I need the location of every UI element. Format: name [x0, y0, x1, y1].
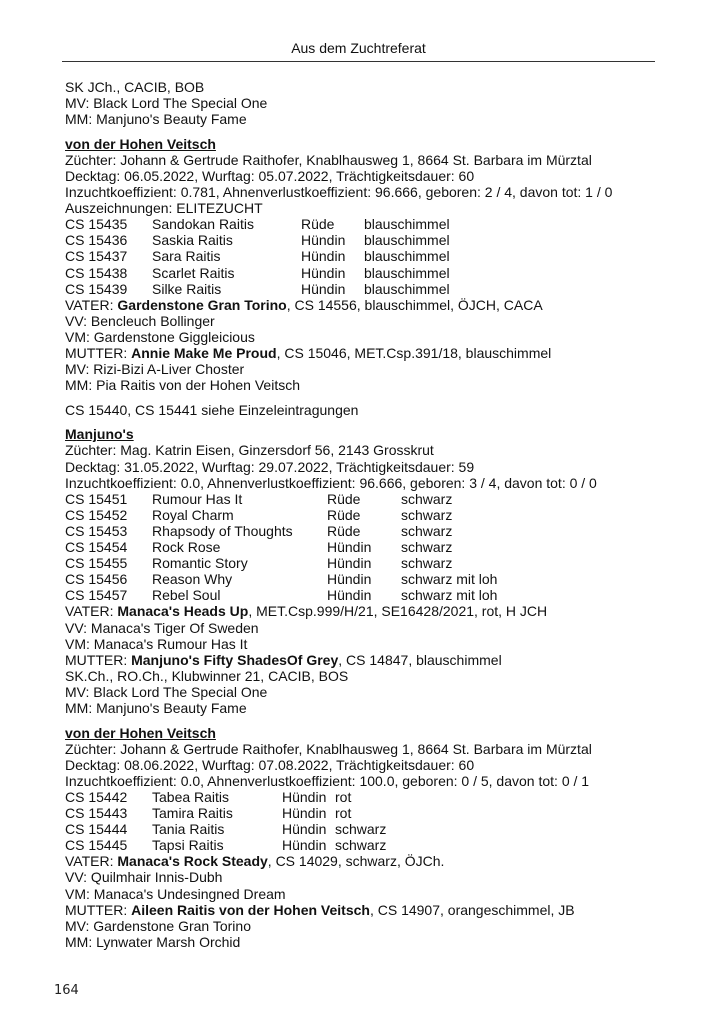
father-details: , CS 14556, blauschimmel, ÖJCH, CACA — [286, 296, 543, 313]
father-line — [65, 853, 665, 869]
father-ancestor: VV: Manaca's Tiger Of Sweden — [65, 619, 259, 636]
puppy-id: CS 15444 — [65, 821, 128, 838]
puppy-color: schwarz mit loh — [401, 587, 498, 604]
mother-titles: SK.Ch., RO.Ch., Klubwinner 21, CACIB, BOS — [65, 667, 349, 684]
father-label: VATER: — [65, 853, 114, 870]
puppy-row — [65, 265, 665, 281]
puppy-row — [65, 821, 665, 837]
puppy-id: CS 15456 — [65, 571, 128, 588]
puppy-color: schwarz — [401, 539, 453, 556]
puppy-row — [65, 555, 665, 571]
puppy-name: Rock Rose — [152, 539, 221, 556]
puppy-row — [65, 507, 665, 523]
puppy-id: CS 15454 — [65, 539, 128, 556]
puppy-sex: Hündin — [282, 837, 327, 854]
puppy-sex: Rüde — [301, 216, 335, 233]
mother-ancestor: MM: Lynwater Marsh Orchid — [65, 933, 241, 950]
intro-line: MM: Manjuno's Beauty Fame — [65, 111, 247, 128]
mother-line — [65, 902, 665, 918]
puppy-name: Tania Raitis — [152, 821, 225, 838]
puppy-sex: Hündin — [327, 539, 372, 556]
page-number: 164 — [54, 983, 79, 998]
kennel-name: von der Hohen Veitsch — [65, 135, 216, 152]
mother-name: Manjuno's Fifty ShadesOf Grey — [131, 651, 339, 668]
puppy-id: CS 15443 — [65, 805, 128, 822]
puppy-name: Royal Charm — [152, 506, 234, 523]
puppy-sex: Hündin — [327, 555, 372, 572]
kennel-name: von der Hohen Veitsch — [65, 724, 216, 741]
page-content — [65, 79, 665, 950]
puppy-color: schwarz — [335, 821, 387, 838]
father-ancestor: VM: Gardenstone Giggleicious — [65, 328, 255, 345]
father-label: VATER: — [65, 603, 114, 620]
mother-name: Aileen Raitis von der Hohen Veitsch — [131, 901, 370, 918]
puppy-id: CS 15439 — [65, 280, 128, 297]
puppy-row — [65, 539, 665, 555]
mother-ancestor: MV: Gardenstone Gran Torino — [65, 917, 251, 934]
mother-details: , CS 14907, orangeschimmel, JB — [369, 901, 575, 918]
dates-line: Decktag: 08.06.2022, Wurftag: 07.08.2022, Trächtigkeitsdauer: 60 — [65, 756, 475, 773]
litter-entry — [65, 725, 665, 950]
puppy-id: CS 15435 — [65, 216, 128, 233]
puppy-sex: Hündin — [301, 232, 346, 249]
father-ancestor: VV: Quilmhair Innis-Dubh — [65, 869, 223, 886]
puppy-table — [65, 216, 665, 296]
puppy-id: CS 15453 — [65, 522, 128, 539]
puppy-row — [65, 571, 665, 587]
dates-line: Decktag: 06.05.2022, Wurftag: 05.07.2022, Trächtigkeitsdauer: 60 — [65, 167, 475, 184]
mother-ancestor: MV: Rizi-Bizi A-Liver Choster — [65, 361, 245, 378]
puppy-color: schwarz — [401, 522, 453, 539]
puppy-name: Rhapsody of Thoughts — [152, 522, 293, 539]
puppy-name: Tapsi Raitis — [152, 837, 224, 854]
puppy-name: Reason Why — [152, 571, 233, 588]
puppy-sex: Rüde — [327, 506, 361, 523]
puppy-sex: Rüde — [327, 490, 361, 507]
mother-details: , CS 14847, blauschimmel — [338, 651, 502, 668]
puppy-name: Scarlet Raitis — [152, 264, 235, 281]
puppy-color: schwarz mit loh — [401, 571, 498, 588]
puppy-row — [65, 523, 665, 539]
litter-entry — [65, 426, 665, 716]
puppy-name: Romantic Story — [152, 555, 248, 572]
puppy-id: CS 15445 — [65, 837, 128, 854]
puppy-name: Tamira Raitis — [152, 805, 233, 822]
puppy-color: blauschimmel — [364, 216, 450, 233]
puppy-row — [65, 805, 665, 821]
father-name: Manaca's Rock Steady — [117, 853, 268, 870]
puppy-name: Sara Raitis — [152, 248, 221, 265]
father-line — [65, 603, 665, 619]
mother-label: MUTTER: — [65, 345, 128, 361]
puppy-row — [65, 281, 665, 297]
puppy-id: CS 15442 — [65, 788, 128, 805]
kennel-name: Manjuno's — [65, 426, 134, 443]
puppy-row — [65, 232, 665, 248]
puppy-row — [65, 789, 665, 805]
breeder-line: Züchter: Johann & Gertrude Raithofer, Knablhausweg 1, 8664 St. Barbara im Mürztal — [65, 740, 592, 757]
awards-line: Auszeichnungen: ELITEZUCHT — [65, 200, 263, 217]
puppy-color: schwarz — [335, 837, 387, 854]
puppy-sex: Hündin — [301, 264, 346, 281]
mother-line — [65, 652, 665, 668]
coefficients-line: Inzuchtkoeffizient: 0.781, Ahnenverlustkoeffizient: 96.666, geboren: 2 / 4, davon tot: 1 / 0 — [65, 184, 613, 201]
coefficients-line: Inzuchtkoeffizient: 0.0, Ahnenverlustkoeffizient: 96.666, geboren: 3 / 4, davon tot: 0 / 0 — [65, 474, 597, 491]
puppy-color: blauschimmel — [364, 232, 450, 249]
father-ancestor: VV: Bencleuch Bollinger — [65, 312, 215, 329]
litter-note: CS 15440, CS 15441 siehe Einzeleintragungen — [65, 401, 359, 418]
puppy-color: schwarz — [401, 555, 453, 572]
puppy-row — [65, 587, 665, 603]
father-name: Gardenstone Gran Torino — [117, 296, 287, 313]
puppy-name: Rumour Has It — [152, 490, 243, 507]
puppy-color: schwarz — [401, 490, 453, 507]
intro-line: MV: Black Lord The Special One — [65, 95, 268, 112]
puppy-row — [65, 216, 665, 232]
puppy-id: CS 15452 — [65, 506, 128, 523]
mother-ancestor: MM: Manjuno's Beauty Fame — [65, 699, 247, 716]
puppy-name: Sandokan Raitis — [152, 216, 254, 233]
intro-line: SK JCh., CACIB, BOB — [65, 79, 205, 95]
puppy-id: CS 15457 — [65, 587, 128, 604]
father-details: , MET.Csp.999/H/21, SE16428/2021, rot, H JCH — [248, 603, 548, 620]
puppy-id: CS 15437 — [65, 248, 128, 265]
mother-label: MUTTER: — [65, 901, 128, 918]
mother-line — [65, 345, 665, 361]
running-header: Aus dem Zuchtreferat — [291, 40, 426, 56]
puppy-sex: Hündin — [282, 788, 327, 805]
puppy-color: blauschimmel — [364, 248, 450, 265]
coefficients-line: Inzuchtkoeffizient: 0.0, Ahnenverlustkoeffizient: 100.0, geboren: 0 / 5, davon tot: 0 / 1 — [65, 772, 590, 789]
litter-entry — [65, 136, 665, 418]
father-label: VATER: — [65, 296, 114, 313]
mother-name: Annie Make Me Proud — [131, 345, 277, 361]
mother-ancestor: MM: Pia Raitis von der Hohen Veitsch — [65, 377, 300, 394]
puppy-sex: Rüde — [327, 522, 361, 539]
puppy-color: blauschimmel — [364, 280, 450, 297]
puppy-row — [65, 837, 665, 853]
breeder-line: Züchter: Mag. Katrin Eisen, Ginzersdorf 56, 2143 Grosskrut — [65, 442, 434, 459]
father-line — [65, 297, 665, 313]
puppy-id: CS 15438 — [65, 264, 128, 281]
mother-label: MUTTER: — [65, 651, 128, 668]
puppy-sex: Hündin — [301, 280, 346, 297]
breeder-line: Züchter: Johann & Gertrude Raithofer, Knablhausweg 1, 8664 St. Barbara im Mürztal — [65, 151, 592, 168]
puppy-name: Rebel Soul — [152, 587, 221, 604]
dates-line: Decktag: 31.05.2022, Wurftag: 29.07.2022, Trächtigkeitsdauer: 59 — [65, 458, 475, 475]
puppy-row — [65, 248, 665, 264]
puppy-sex: Hündin — [327, 587, 372, 604]
puppy-color: rot — [335, 788, 352, 805]
puppy-sex: Hündin — [301, 248, 346, 265]
puppy-sex: Hündin — [282, 821, 327, 838]
puppy-name: Tabea Raitis — [152, 788, 230, 805]
puppy-id: CS 15451 — [65, 490, 128, 507]
header-divider — [62, 61, 655, 62]
puppy-color: rot — [335, 805, 352, 822]
puppy-table — [65, 789, 665, 853]
puppy-color: schwarz — [401, 506, 453, 523]
father-name: Manaca's Heads Up — [117, 603, 249, 620]
mother-details: , CS 15046, MET.Csp.391/18, blauschimmel — [276, 345, 552, 361]
mother-ancestor: MV: Black Lord The Special One — [65, 683, 268, 700]
puppy-sex: Hündin — [282, 805, 327, 822]
puppy-name: Saskia Raitis — [152, 232, 233, 249]
puppy-row — [65, 491, 665, 507]
puppy-id: CS 15455 — [65, 555, 128, 572]
puppy-color: blauschimmel — [364, 264, 450, 281]
father-details: , CS 14029, schwarz, ÖJCh. — [267, 853, 445, 870]
father-ancestor: VM: Manaca's Rumour Has It — [65, 635, 248, 652]
father-ancestor: VM: Manaca's Undesingned Dream — [65, 885, 286, 902]
puppy-name: Silke Raitis — [152, 280, 222, 297]
puppy-sex: Hündin — [327, 571, 372, 588]
puppy-table — [65, 491, 665, 604]
puppy-id: CS 15436 — [65, 232, 128, 249]
